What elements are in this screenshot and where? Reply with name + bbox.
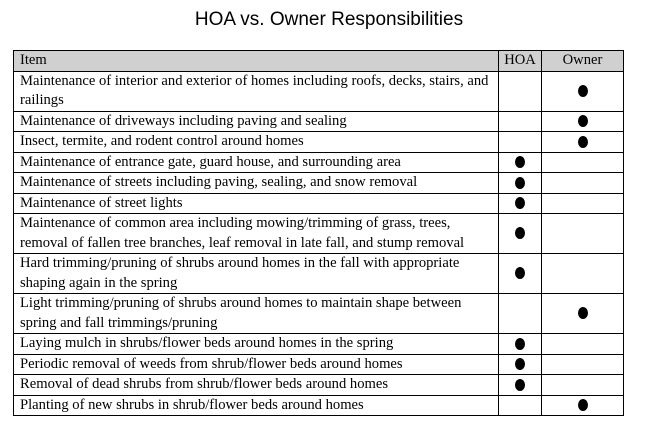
row-item-text: Insect, termite, and rodent control around homes — [14, 132, 499, 153]
bullet-dot-icon — [515, 177, 525, 189]
table-row — [14, 334, 624, 355]
row-owner-cell — [542, 254, 624, 294]
row-hoa-cell — [499, 395, 542, 416]
page-title: HOA vs. Owner Responsibilities — [194, 9, 464, 30]
row-owner-cell — [542, 193, 624, 214]
row-hoa-cell — [499, 152, 542, 173]
bullet-dot-icon — [578, 115, 588, 127]
row-item-text: Removal of dead shrubs from shrub/flower beds around homes — [14, 375, 499, 396]
row-hoa-cell — [499, 173, 542, 194]
bullet-dot-icon — [515, 338, 525, 350]
table-row — [14, 395, 624, 416]
header-hoa: HOA — [499, 51, 542, 72]
row-hoa-cell — [499, 354, 542, 375]
table-row — [14, 152, 624, 173]
bullet-dot-icon — [515, 379, 525, 391]
table-row — [14, 71, 624, 111]
row-hoa-cell — [499, 214, 542, 254]
row-hoa-cell — [499, 375, 542, 396]
row-item-text: Hard trimming/pruning of shrubs around homes in the fall with appropriate shaping again in the spring — [14, 254, 499, 294]
table-header-row — [14, 51, 624, 72]
table-row — [14, 173, 624, 194]
row-item-text: Maintenance of street lights — [14, 193, 499, 214]
row-item-text: Light trimming/pruning of shrubs around homes to maintain shape between spring and fall trimmings/pruning — [14, 294, 499, 334]
header-owner: Owner — [542, 51, 624, 72]
table-row — [14, 375, 624, 396]
bullet-dot-icon — [515, 267, 525, 279]
row-owner-cell — [542, 375, 624, 396]
row-hoa-cell — [499, 111, 542, 132]
table-row — [14, 294, 624, 334]
table-row — [14, 132, 624, 153]
row-hoa-cell — [499, 132, 542, 153]
bullet-dot-icon — [578, 136, 588, 148]
table-row — [14, 193, 624, 214]
row-owner-cell — [542, 71, 624, 111]
row-owner-cell — [542, 214, 624, 254]
row-owner-cell — [542, 173, 624, 194]
bullet-dot-icon — [515, 358, 525, 370]
row-owner-cell — [542, 294, 624, 334]
row-owner-cell — [542, 111, 624, 132]
table-row — [14, 111, 624, 132]
row-item-text: Periodic removal of weeds from shrub/flower beds around homes — [14, 354, 499, 375]
row-item-text: Maintenance of common area including mowing/trimming of grass, trees, removal of fallen tree branches, leaf removal in late fall, and stump removal — [14, 214, 499, 254]
row-owner-cell — [542, 354, 624, 375]
bullet-dot-icon — [515, 197, 525, 209]
bullet-dot-icon — [578, 85, 588, 97]
row-item-text: Laying mulch in shrubs/flower beds around homes in the spring — [14, 334, 499, 355]
row-item-text: Planting of new shrubs in shrub/flower beds around homes — [14, 395, 499, 416]
bullet-dot-icon — [578, 399, 588, 411]
row-hoa-cell — [499, 294, 542, 334]
row-owner-cell — [542, 395, 624, 416]
row-hoa-cell — [499, 334, 542, 355]
row-hoa-cell — [499, 71, 542, 111]
header-item: Item — [14, 51, 499, 72]
bullet-dot-icon — [578, 307, 588, 319]
responsibilities-table — [13, 50, 624, 416]
table-row — [14, 354, 624, 375]
bullet-dot-icon — [515, 227, 525, 239]
row-hoa-cell — [499, 193, 542, 214]
row-owner-cell — [542, 334, 624, 355]
row-hoa-cell — [499, 254, 542, 294]
row-item-text: Maintenance of driveways including paving and sealing — [14, 111, 499, 132]
row-owner-cell — [542, 132, 624, 153]
bullet-dot-icon — [515, 156, 525, 168]
row-item-text: Maintenance of interior and exterior of homes including roofs, decks, stairs, and railings — [14, 71, 499, 111]
row-item-text: Maintenance of entrance gate, guard house, and surrounding area — [14, 152, 499, 173]
table-row — [14, 254, 624, 294]
table-row — [14, 214, 624, 254]
row-item-text: Maintenance of streets including paving, sealing, and snow removal — [14, 173, 499, 194]
row-owner-cell — [542, 152, 624, 173]
